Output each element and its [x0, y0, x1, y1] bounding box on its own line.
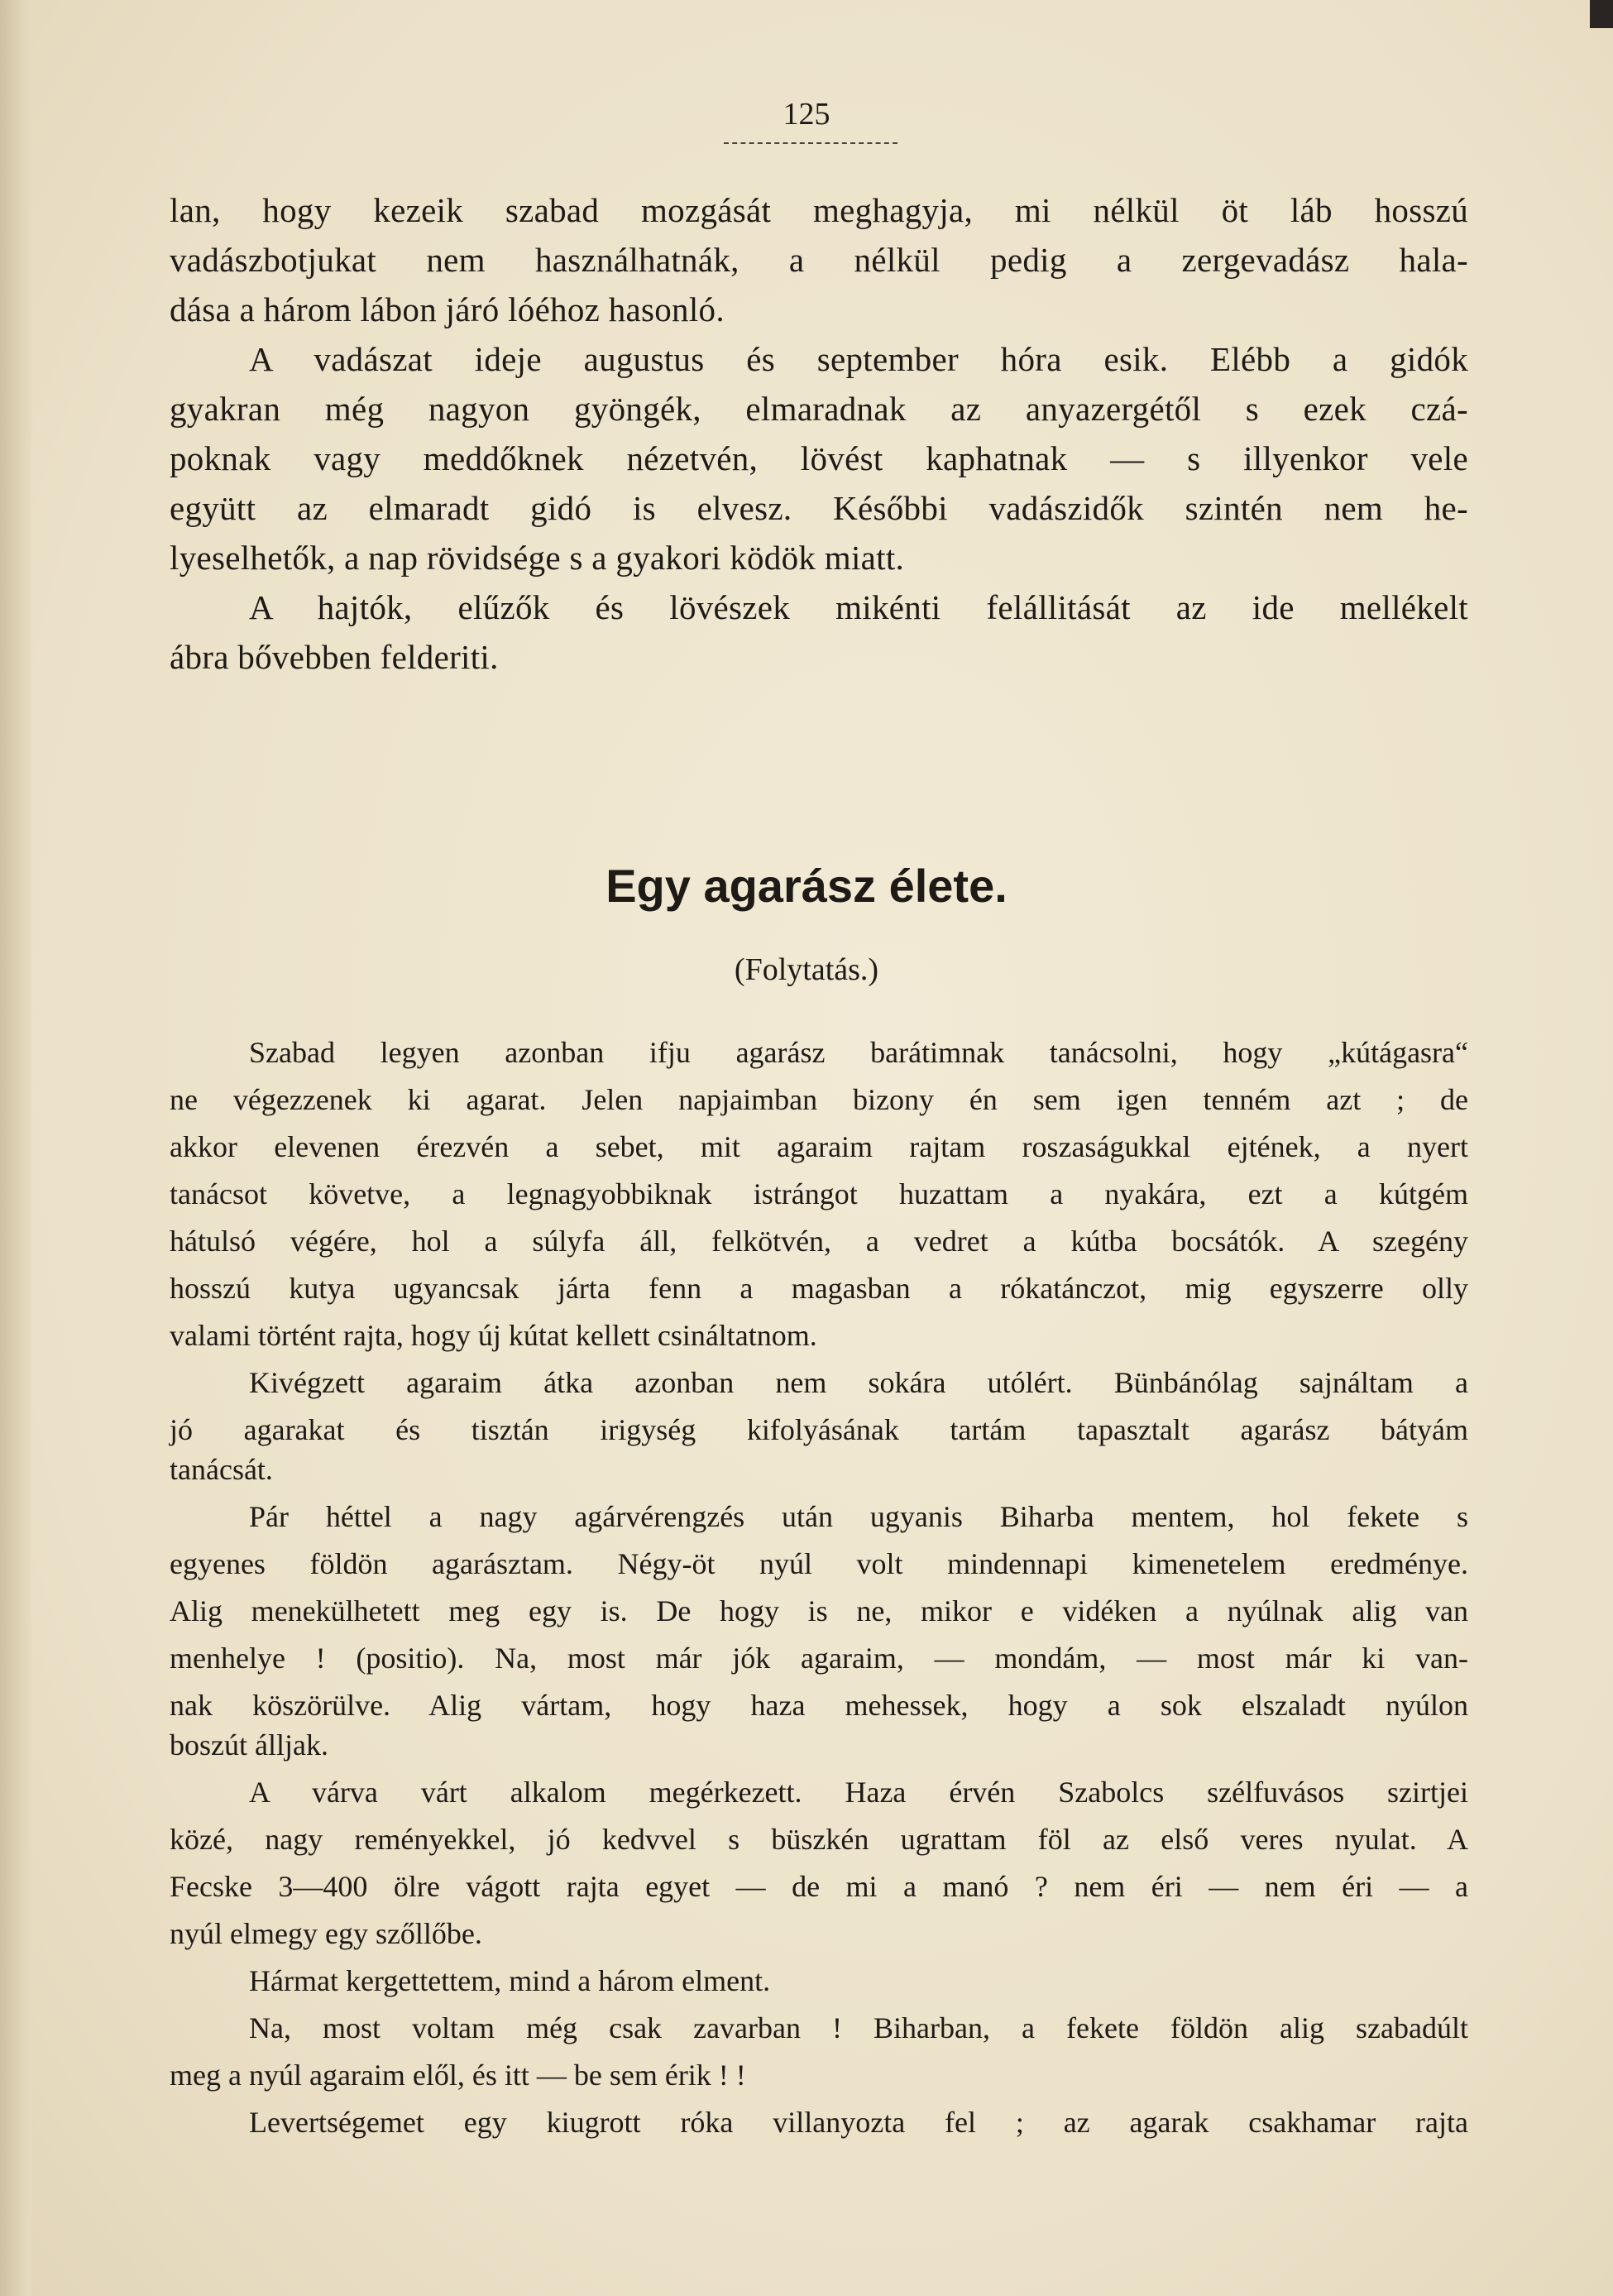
text-line: lan, hogy kezeik szabad mozgását meghagyja, mi nélkül öt láb hosszú: [170, 191, 1468, 229]
text-line: menhelye ! (positio). Na, most már jók agaraim, — mondám, — most már ki van-: [170, 1642, 1468, 1675]
text-line: tanácsát.: [170, 1453, 273, 1486]
text-line: ne végezzenek ki agarat. Jelen napjaimban bizony én sem igen tenném azt ; de: [170, 1083, 1468, 1116]
section-subheading: (Folytatás.): [734, 952, 879, 987]
text-line: Levertségemet egy kiugrott róka villanyozta fel ; az agarak csakhamar rajta: [249, 2106, 1468, 2139]
page-number: 125: [783, 97, 830, 132]
text-line: boszút álljak.: [170, 1728, 328, 1762]
text-line: tanácsot követve, a legnagyobbiknak istrángot huzattam a nyakára, ezt a kútgém: [170, 1177, 1468, 1210]
text-line: valami történt rajta, hogy új kútat kellett csináltatnom.: [170, 1319, 817, 1352]
text-line: nyúl elmegy egy szőllőbe.: [170, 1917, 482, 1950]
text-line: hosszú kutya ugyancsak járta fenn a magasban a rókatánczot, mig egyszerre olly: [170, 1272, 1468, 1305]
text-line: gyakran még nagyon gyöngék, elmaradnak az anyazergétől s ezek czá-: [170, 390, 1468, 428]
text-line: hátulsó végére, hol a súlyfa áll, felkötvén, a vedret a kútba bocsátók. A szegény: [170, 1225, 1468, 1258]
text-line: meg a nyúl agaraim elől, és itt — be sem érik ! !: [170, 2059, 746, 2092]
text-line: A hajtók, elűzők és lövészek mikénti felállitását az ide mellékelt: [249, 588, 1468, 626]
text-line: együtt az elmaradt gidó is elvesz. Későbbi vadászidők szintén nem he-: [170, 489, 1468, 527]
section-heading: Egy agarász élete.: [605, 860, 1008, 912]
text-line: akkor elevenen érezvén a sebet, mit agaraim rajtam roszaságukkal ejtének, a nyert: [170, 1130, 1468, 1163]
text-line: Na, most voltam még csak zavarban ! Biharban, a fekete földön alig szabadúlt: [249, 2011, 1468, 2044]
binding-gutter: [0, 0, 31, 2296]
text-line: Hármat kergettettem, mind a három elment.: [249, 1964, 771, 1997]
page-number-rule: [724, 142, 897, 144]
text-line: Fecske 3—400 ölre vágott rajta egyet — de mi a manó ? nem éri — nem éri — a: [170, 1870, 1468, 1903]
text-line: Szabad legyen azonban ifju agarász barátimnak tanácsolni, hogy „kútágasra“: [249, 1036, 1468, 1069]
corner-mark: [1590, 0, 1613, 28]
text-line: ábra bővebben felderiti.: [170, 638, 499, 676]
text-line: Pár héttel a nagy agárvérengzés után ugyanis Biharba mentem, hol fekete s: [249, 1500, 1468, 1533]
text-line: Alig menekülhetett meg egy is. De hogy is ne, mikor e vidéken a nyúlnak alig van: [170, 1594, 1468, 1627]
text-line: lyeselhetők, a nap rövidsége s a gyakori ködök miatt.: [170, 539, 905, 577]
text-line: vadászbotjukat nem használhatnák, a nélkül pedig a zergevadász hala-: [170, 241, 1468, 279]
text-line: nak köszörülve. Alig vártam, hogy haza mehessek, hogy a sok elszaladt nyúlon: [170, 1689, 1468, 1722]
text-line: dása a három lábon járó lóéhoz hasonló.: [170, 290, 725, 328]
text-line: közé, nagy reményekkel, jó kedvvel s büszkén ugrattam föl az első veres nyulat. A: [170, 1823, 1468, 1856]
text-line: Kivégzett agaraim átka azonban nem sokára utólért. Bünbánólag sajnáltam a: [249, 1366, 1468, 1399]
text-line: poknak vagy meddőknek nézetvén, lövést kaphatnak — s illyenkor vele: [170, 439, 1468, 477]
text-line: egyenes földön agarásztam. Négy-öt nyúl volt mindennapi kimenetelem eredménye.: [170, 1547, 1468, 1580]
text-line: jó agarakat és tisztán irigység kifolyásának tartám tapasztalt agarász bátyám: [170, 1413, 1468, 1446]
text-line: A vadászat ideje augustus és september hóra esik. Elébb a gidók: [249, 340, 1468, 378]
text-line: A várva várt alkalom megérkezett. Haza érvén Szabolcs szélfuvásos szirtjei: [249, 1776, 1468, 1809]
